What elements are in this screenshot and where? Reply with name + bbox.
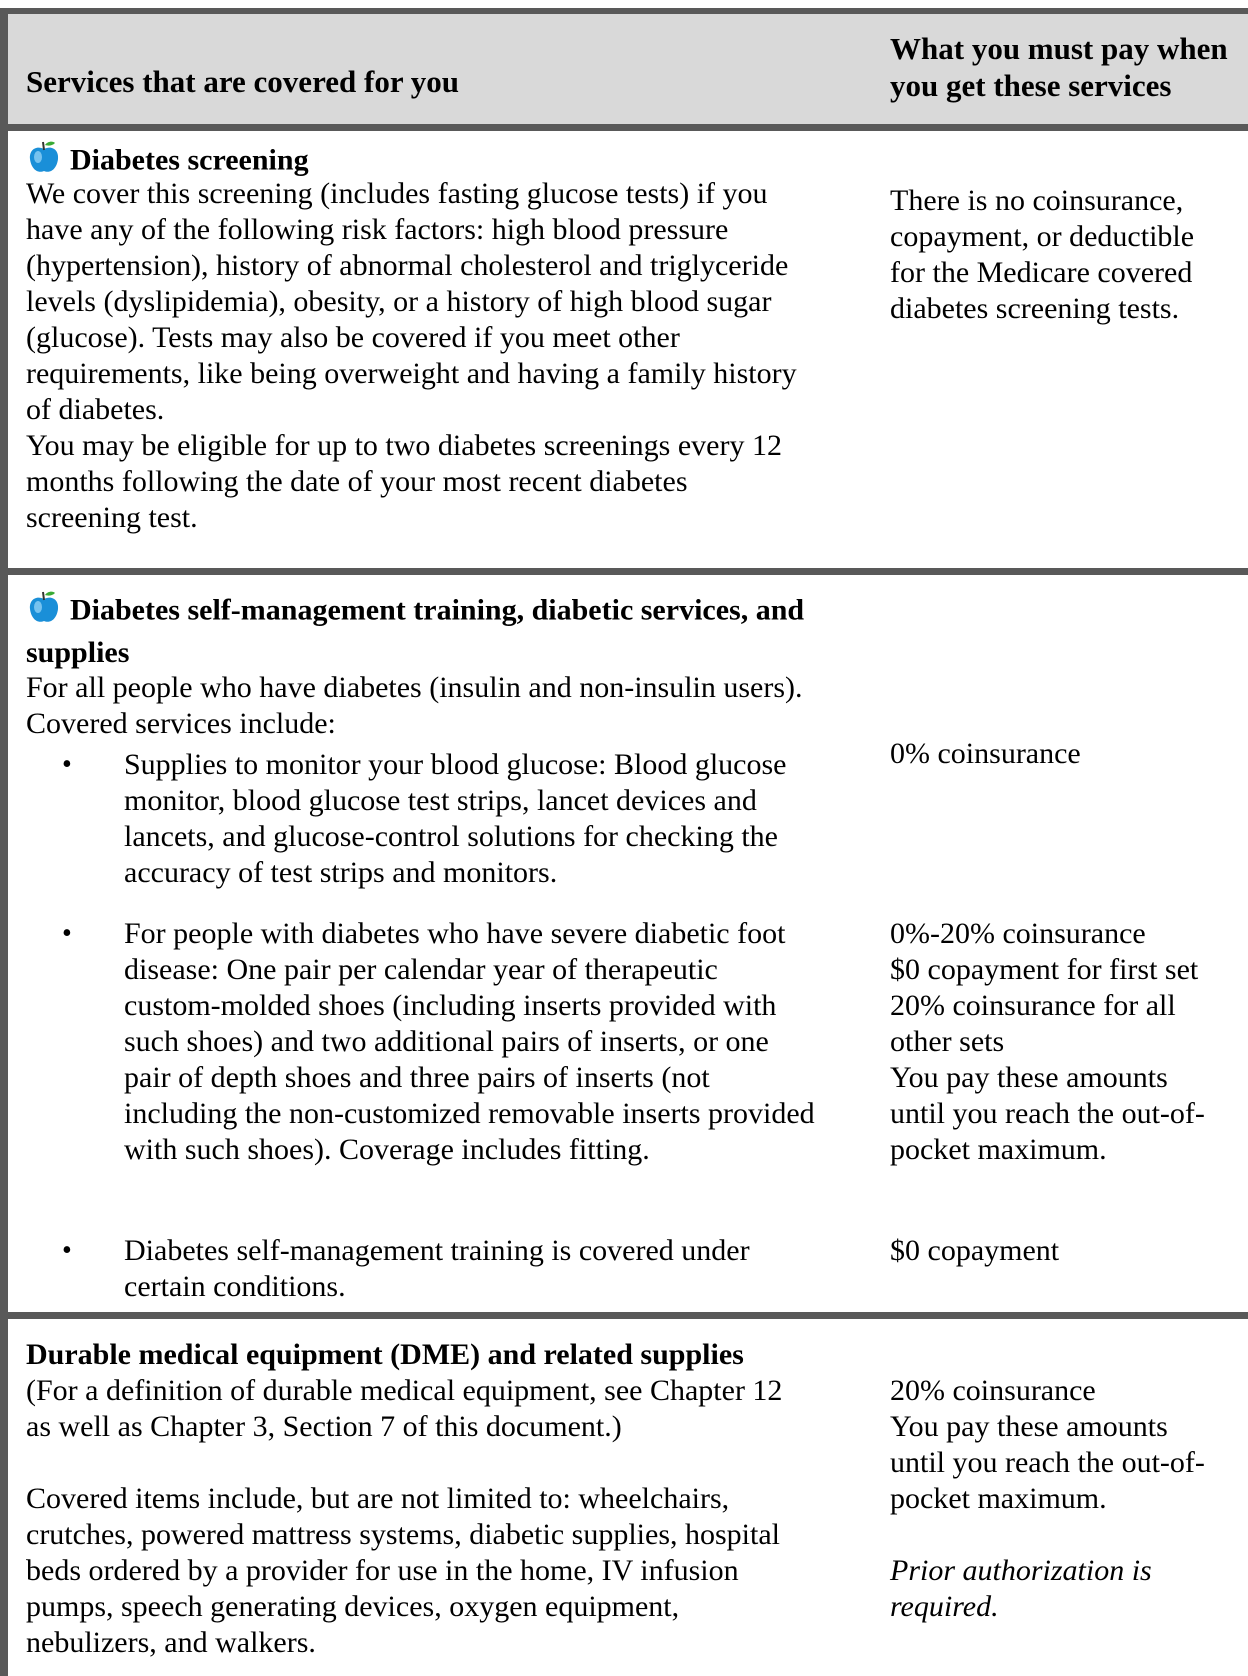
dme-title: Durable medical equipment (DME) and related supplies	[26, 1338, 744, 1371]
dme-items: Covered items include, but are not limited to: wheelchairs, crutches, powered mattress systems, diabetic supplies, hospital beds ordered by a provider for use in the home, IV infusion pumps, speech generating devices, oxygen equipment, nebulizers, and walkers.	[26, 1482, 780, 1659]
training-bullet-supplies: Supplies to monitor your blood glucose: Blood glucose monitor, blood glucose test strips, lancet devices and lancets, and glucose-control solutions for checking the accuracy of test strips and monitors.	[124, 748, 787, 889]
dme-payment: 20% coinsurance You pay these amounts until you reach the out-of- pocket maximum.	[890, 1374, 1205, 1515]
table-left-border	[0, 8, 8, 1676]
screening-payment: There is no coinsurance, copayment, or deductible for the Medicare covered diabetes screening tests.	[890, 184, 1195, 325]
training-bullet-shoes: For people with diabetes who have severe diabetic foot disease: One pair per calendar year of therapeutic custom-molded shoes (including inserts provided with such shoes) and two additional pairs of inserts, or one pair of depth shoes and three pairs of inserts (not including the non-customized removable inserts provided with such shoes). Coverage includes fitting.	[124, 917, 815, 1166]
supplies-payment: 0% coinsurance	[890, 737, 1081, 770]
apple-icon	[26, 590, 62, 635]
training-bullet-training: Diabetes self-management training is covered under certain conditions.	[124, 1234, 750, 1303]
dme-authorization-note: Prior authorization is required.	[890, 1554, 1152, 1623]
bullet-marker: •	[62, 918, 72, 949]
row-divider	[0, 1312, 1248, 1319]
header-payment: What you must pay when you get these services	[890, 31, 1228, 103]
bullet-marker: •	[62, 1235, 72, 1266]
training-title: Diabetes self-management training, diabetic services, and supplies	[26, 590, 866, 671]
screening-description: We cover this screening (includes fasting glucose tests) if you have any of the following risk factors: high blood pressure (hypertension), history of abnormal cholesterol and triglyceride levels (dyslipidemia), obesity, or a history of high blood sugar (glucose). Tests may also be covered if you meet other requirements, like being overweight and having a family history of diabetes. You may be eligible for up to two diabetes screenings every 12 months following the date of your most recent diabetes screening test.	[26, 177, 797, 534]
shoes-payment: 0%-20% coinsurance $0 copayment for first set 20% coinsurance for all other sets You pay these amounts until you reach the out-of- pocket maximum.	[890, 917, 1205, 1166]
header-services: Services that are covered for you	[26, 64, 460, 99]
screening-title: Diabetes screening	[26, 140, 866, 185]
dme-definition: (For a definition of durable medical equipment, see Chapter 12 as well as Chapter 3, Section 7 of this document.)	[26, 1374, 783, 1443]
row-divider	[0, 124, 1248, 131]
row-divider	[0, 568, 1248, 575]
bullet-marker: •	[62, 749, 72, 780]
training-payment: $0 copayment	[890, 1234, 1060, 1267]
training-intro: For all people who have diabetes (insulin and non-insulin users). Covered services include:	[26, 671, 803, 740]
